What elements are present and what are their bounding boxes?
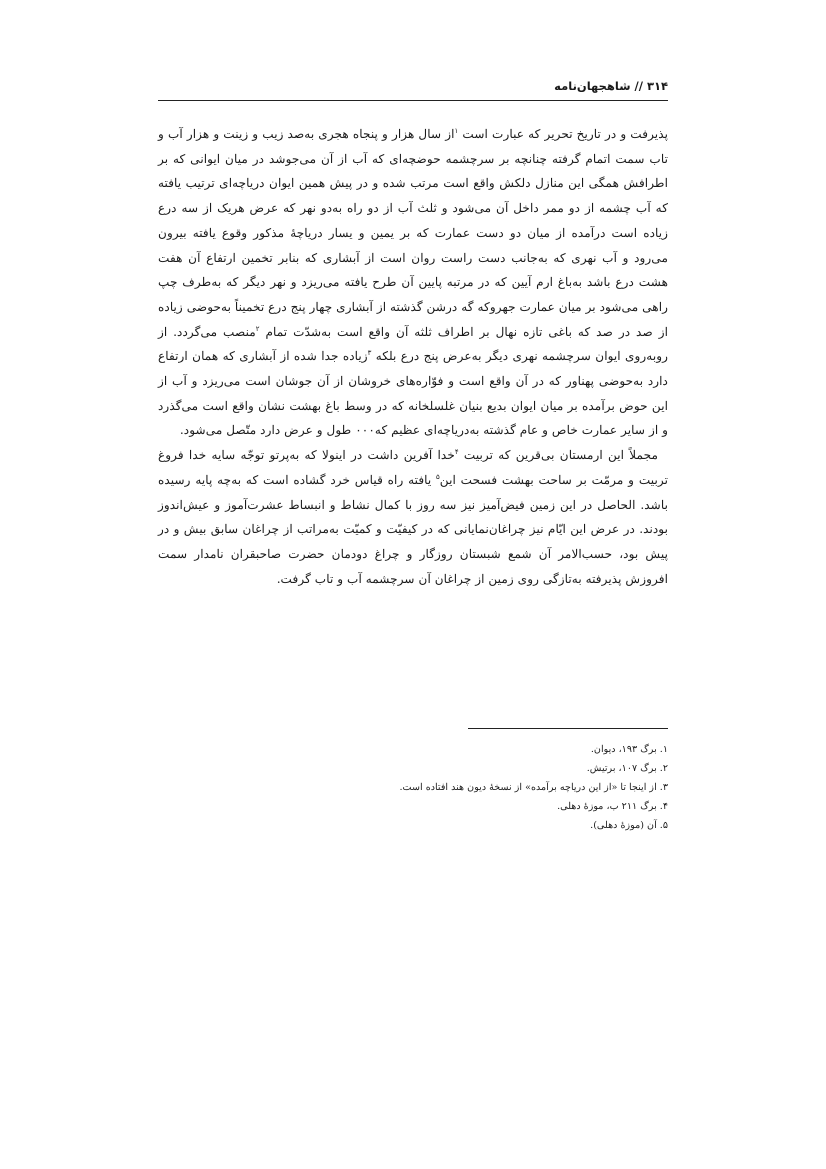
footnote-1: ۱. برگ ۱۹۳، دیوان. [590, 744, 668, 755]
footnote-ref-1[interactable]: ۱ [454, 126, 459, 135]
footnotes [300, 740, 668, 835]
footnote-ref-5[interactable]: ۵ [436, 472, 440, 481]
body-text [158, 122, 668, 591]
p1-text-a: پذیرفت و در تاریخ تحریر که عبارت است [458, 127, 668, 141]
p1-text-c: منصب می‌گردد. از روبه‌روی ایوان سرچشمه نهری دیگر به‌عرض پنج درع بلکه [158, 324, 668, 364]
running-head: ۳۱۴ // شاهجهان‌نامه [554, 79, 668, 93]
p1-text-d: زیاده جدا شده از آبشاری که همان ارتفاع دارد به‌حوضی پهناور که در آن واقع است و فوّاره‌های خروشان از آن جوشان است می‌ریزد و آب از این حوض برآمده بر میان ایوان بدیع بنیان غلسلخانه که در وسط باغ بهشت نشان واقع است می‌گذرد و از سایر عمارت خاص و عام گذشته به‌دریاچه‌ای عظیم که۰۰۰ طول و عرض دارد متّصل می‌شود. [158, 349, 668, 438]
footnote-rule [468, 728, 668, 729]
p2-text-b: خدا آفرین داشت در اینولا که به‌پرتو توجّه سایه خدا فروغ تربیت و مرمّت بر ساحت بهشت فسحت این [158, 448, 668, 487]
footnote-ref-4[interactable]: ۴ [454, 448, 459, 457]
paragraph-1 [158, 122, 668, 443]
footnote-ref-2[interactable]: ۲ [255, 324, 260, 333]
footnote-ref-3[interactable]: ۳ [367, 349, 372, 358]
footnote-2: ۲. برگ ۱۰۷، برتیش. [586, 763, 668, 774]
footnote-3: ۳. از اینجا تا «از این دریاچه برآمده» از نسخهٔ دیون هند افتاده است. [399, 782, 668, 793]
paragraph-2 [158, 443, 668, 591]
p1-text-b: از سال هزار و پنجاه هجری به‌صد زیب و زینت و هزار آب و تاب سمت اتمام گرفته چنانچه بر سرچشمه حوضچه‌ای که آب از آن می‌جوشد در میان ایوانی که بر اطرافش همگی این منازل دلکش واقع است مرتب شده و در پیش همین ایوان دریاچه‌ای ترتیب یافته که آب چشمه از دو ممر داخل آن می‌شود و ثلث آب از دو راه به‌دو نهر که عرض هریک از سه درع زیاده است درآمده از میان دو دست عمارت که بر یمین و یسار دریاچهٔ مذکور وقوع یافته بیرون می‌رود و آب نهری که به‌جانب دست راست روان است از آبشاری که بنابر تخمین ارتفاع آن هفت هشت درع باشد به‌باغ ارم آیین که در مرتبه پایین آن طرح یافته می‌ریزد و نهر دیگر که به‌طرف چپ راهی می‌شود بر میان عمارت جهروکه گه درشن گذشته از آبشاری چهار پنج درع تخمیناً به‌حوضی زیاده از صد در صد که باغی تازه نهال بر اطراف ثلثه آن واقع است به‌شدّت تمام [158, 127, 668, 339]
header-rule [158, 100, 668, 101]
p2-text-c: یافته راه قیاس خرد گشاده است که به‌چه پایه رسیده باشد. الحاصل در این زمین فیض‌آمیز نیز سه روز با کمال نشاط و انبساط عشرت‌آموز و عیش‌اندوز بودند. در عرض این ایّام نیز چراغان‌نمایانی که در کیفیّت و کمیّت به‌مراتب از چراغان سابق بیش و در پیش بود، حسب‌الامر آن شمع شبستان روزگار و چراغ دودمان حضرت صاحبقران نامدار سمت افروزش پذیرفته به‌تازگی روی زمین از چراغان آن سرچشمه آب و تاب گرفت. [158, 472, 668, 586]
p2-text-a: مجملاً این ارمستان بی‌قرین که تربیت [458, 448, 658, 463]
footnote-4: ۴. برگ ۲۱۱ ب، موزهٔ دهلی. [557, 801, 668, 812]
footnote-5: ۵. آن (موزهٔ دهلی). [590, 820, 668, 831]
